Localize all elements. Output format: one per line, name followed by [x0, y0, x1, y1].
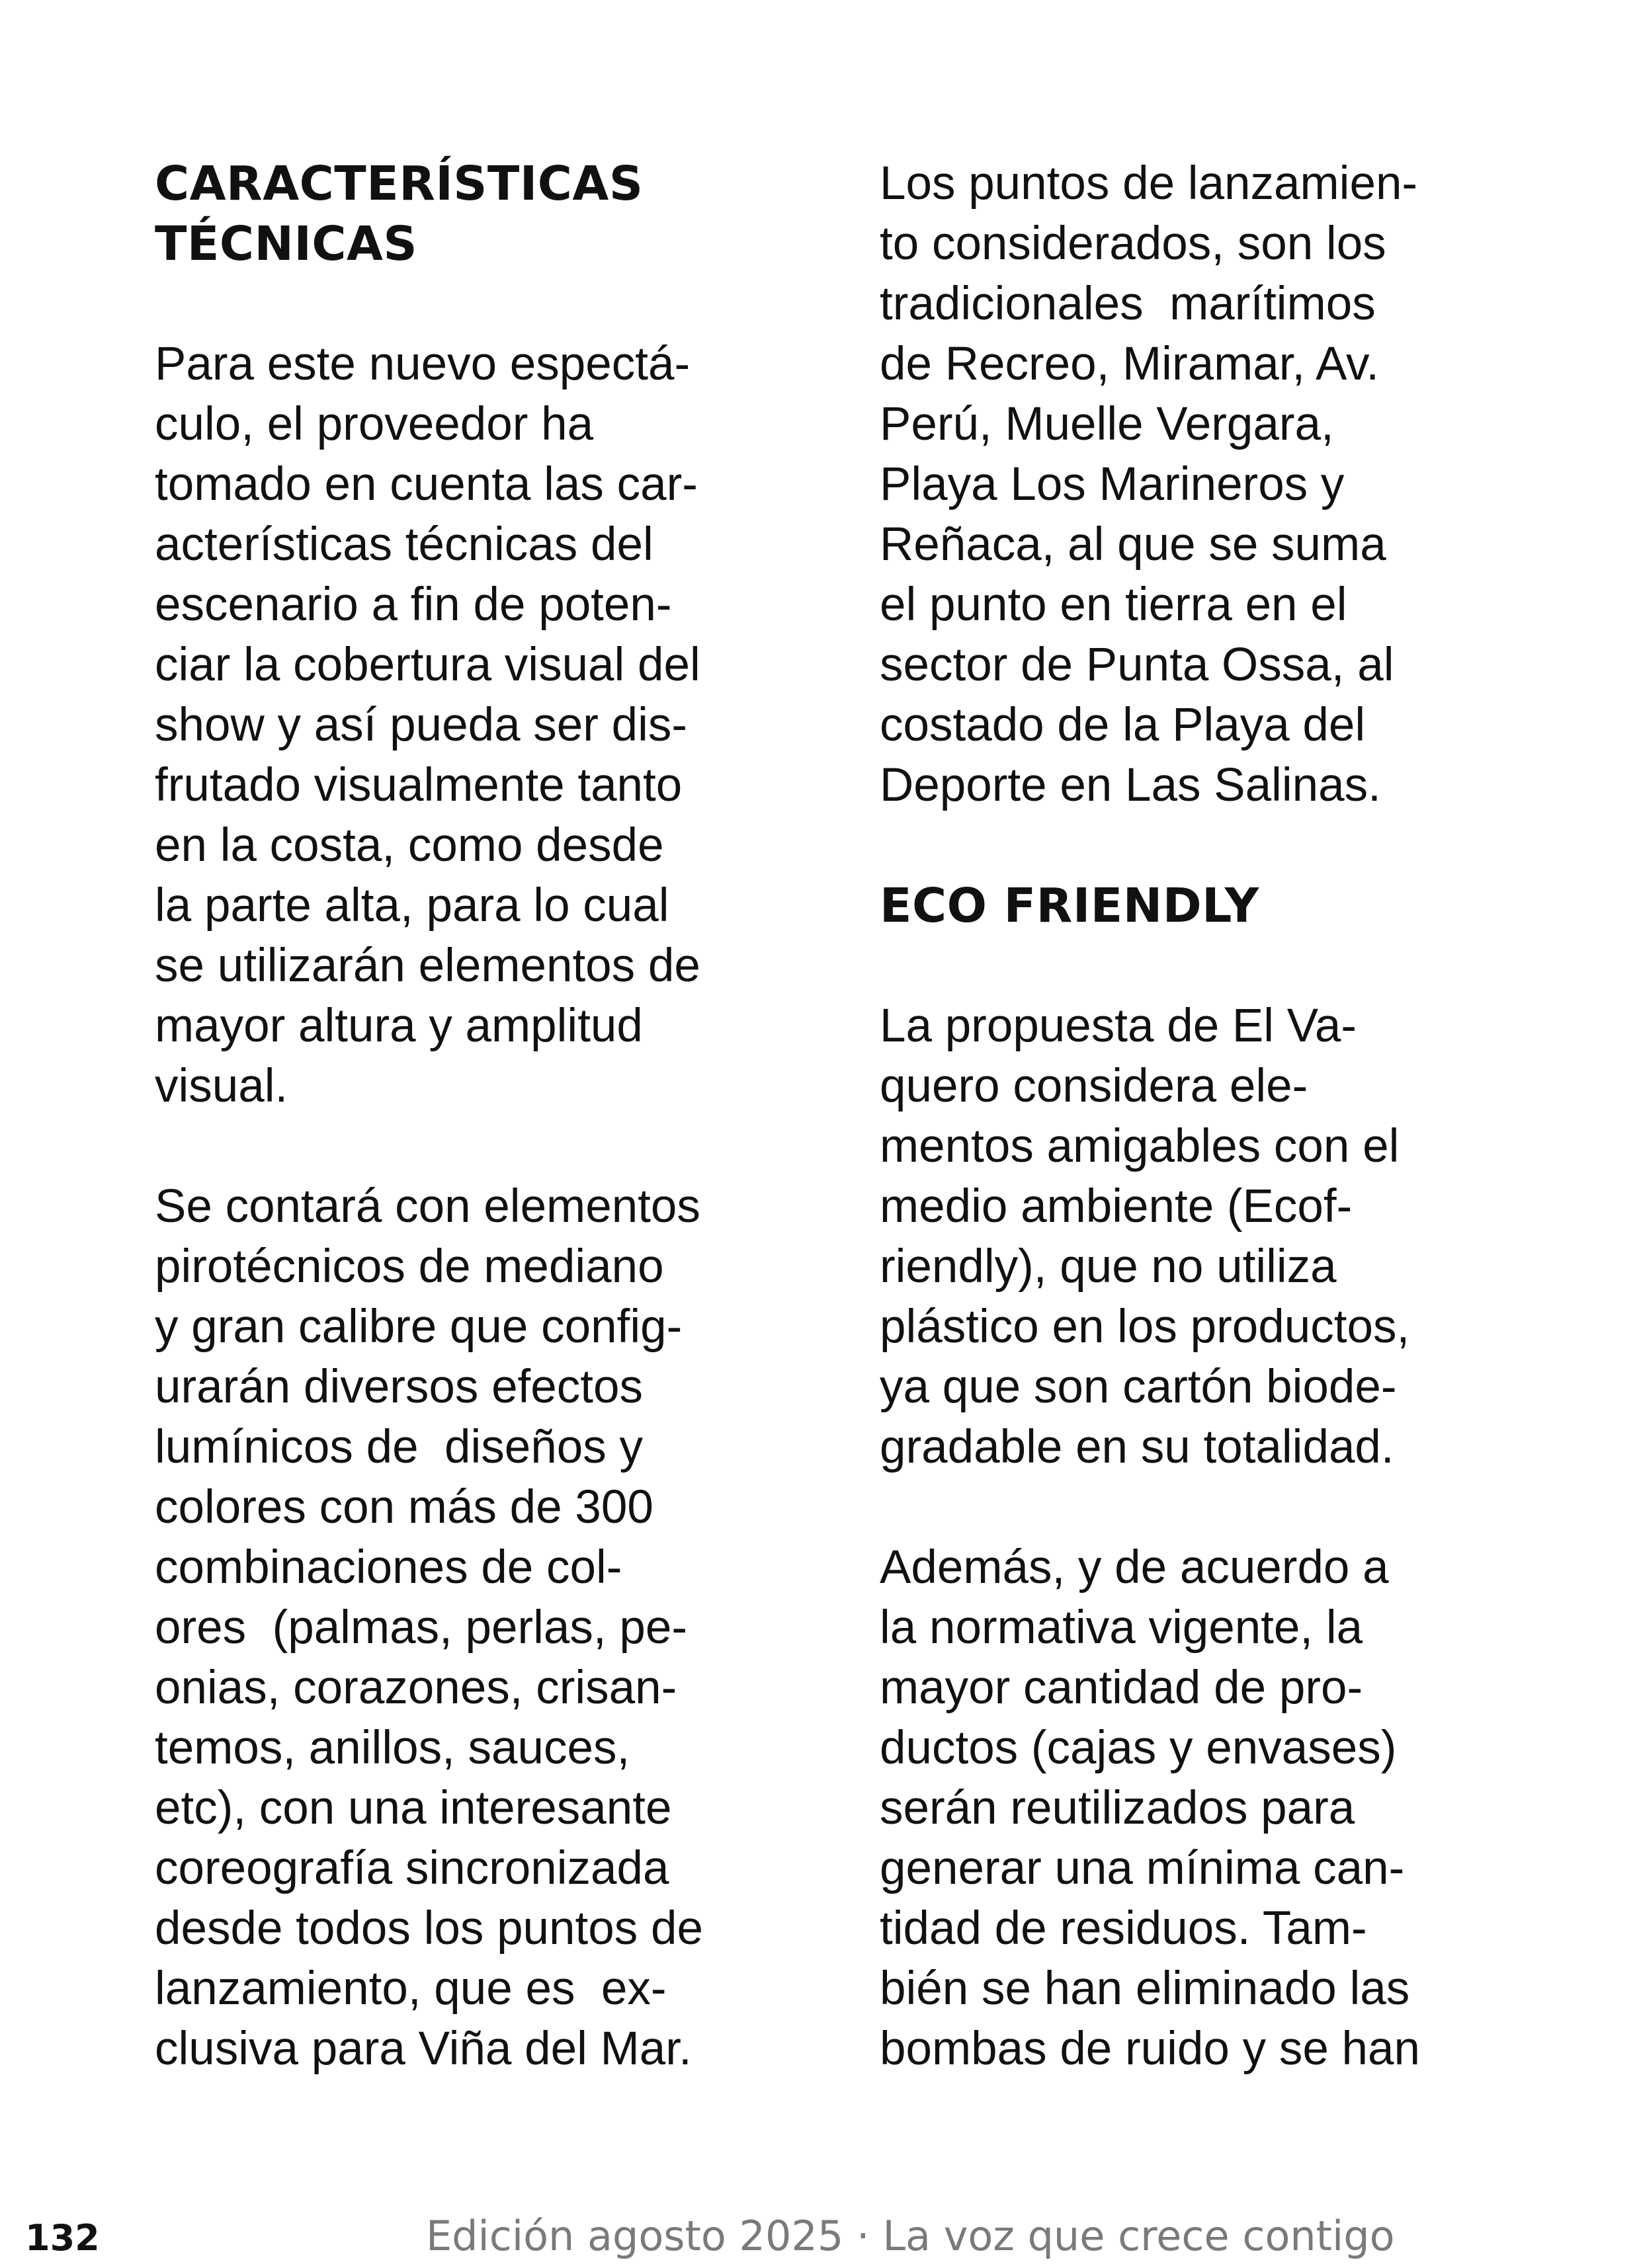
text-line: bombas de ruido y se han: [880, 2023, 1421, 2075]
text-line: La propuesta de El Va-: [880, 1000, 1357, 1052]
text-line: Reñaca, al que se suma: [880, 518, 1386, 571]
text-line: lumínicos de diseños y: [155, 1421, 643, 1473]
text-line: pirotécnicos de mediano: [155, 1240, 664, 1293]
section-heading-eco-friendly: [880, 875, 1515, 936]
paragraph-spacer: [155, 274, 790, 334]
text-line: onias, corazones, crisan-: [155, 1662, 677, 1714]
text-line: en la costa, como desde: [155, 819, 664, 871]
text-line: ores (palmas, perlas, pe-: [155, 1601, 687, 1654]
text-line: mayor altura y amplitud: [155, 1000, 643, 1052]
text-line: ductos (cajas y envases): [880, 1722, 1397, 1774]
text-line: Perú, Muelle Vergara,: [880, 398, 1334, 450]
edition-tagline: Edición agosto 2025 · La voz que crece contigo: [426, 2212, 1395, 2260]
text-line: acterísticas técnicas del: [155, 518, 653, 571]
paragraph-spacer: [880, 815, 1515, 875]
heading-line: TÉCNICAS: [155, 216, 418, 271]
page-number: 132: [25, 2217, 100, 2259]
text-line: etc), con una interesante: [155, 1782, 672, 1834]
text-line: lanzamiento, que es ex-: [155, 1963, 667, 2015]
heading-line: ECO FRIENDLY: [880, 878, 1259, 933]
text-line: to considerados, son los: [880, 218, 1386, 270]
text-line: combinaciones de col-: [155, 1541, 622, 1594]
text-line: medio ambiente (Ecof-: [880, 1180, 1353, 1233]
text-line: desde todos los puntos de: [155, 1902, 703, 1955]
text-line: escenario a fin de poten-: [155, 579, 672, 631]
paragraph-pyrotechnic-elements: [155, 1176, 790, 2079]
section-heading-caracteristicas-tecnicas: [155, 153, 790, 274]
text-line: colores con más de 300: [155, 1481, 653, 1533]
text-line: mentos amigables con el: [880, 1120, 1400, 1172]
left-column: [155, 153, 790, 2079]
text-line: quero considera ele-: [880, 1060, 1308, 1112]
text-line: frutado visualmente tanto: [155, 759, 683, 811]
text-line: ya que son cartón biode-: [880, 1361, 1397, 1413]
text-line: clusiva para Viña del Mar.: [155, 2023, 692, 2075]
paragraph-spacer: [155, 1116, 790, 1176]
heading-line: CARACTERÍSTICAS: [155, 156, 644, 211]
text-line: costado de la Playa del: [880, 699, 1366, 751]
text-line: y gran calibre que config-: [155, 1301, 683, 1353]
text-line: la parte alta, para lo cual: [155, 879, 669, 932]
text-line: tomado en cuenta las car-: [155, 458, 698, 510]
paragraph-waste-reduction: [880, 1537, 1515, 2079]
text-line: Deporte en Las Salinas.: [880, 759, 1381, 811]
text-line: gradable en su totalidad.: [880, 1421, 1394, 1473]
paragraph-spacer: [880, 1477, 1515, 1537]
right-column: [880, 153, 1515, 2079]
text-line: se utilizarán elementos de: [155, 940, 700, 992]
text-line: serán reutilizados para: [880, 1782, 1355, 1834]
text-line: culo, el proveedor ha: [155, 398, 594, 450]
text-line: plástico en los productos,: [880, 1301, 1410, 1353]
paragraph-technical-features: [155, 334, 790, 1116]
text-line: Además, y de acuerdo a: [880, 1541, 1389, 1594]
text-line: coreografía sincronizada: [155, 1842, 669, 1894]
paragraph-eco-proposal: [880, 996, 1515, 1477]
page-footer: [0, 2212, 1639, 2265]
text-line: riendly), que no utiliza: [880, 1240, 1337, 1293]
text-line: visual.: [155, 1060, 288, 1112]
text-line: la normativa vigente, la: [880, 1601, 1363, 1654]
text-line: temos, anillos, sauces,: [155, 1722, 630, 1774]
text-line: bién se han eliminado las: [880, 1963, 1410, 2015]
text-line: tradicionales marítimos: [880, 278, 1376, 330]
paragraph-spacer: [880, 936, 1515, 996]
text-line: de Recreo, Miramar, Av.: [880, 338, 1379, 390]
text-line: generar una mínima can-: [880, 1842, 1405, 1894]
text-line: sector de Punta Ossa, al: [880, 639, 1394, 691]
text-line: Se contará con elementos: [155, 1180, 700, 1233]
text-line: Los puntos de lanzamien-: [880, 157, 1418, 210]
text-line: mayor cantidad de pro-: [880, 1662, 1363, 1714]
text-line: Playa Los Marineros y: [880, 458, 1345, 510]
text-line: urarán diversos efectos: [155, 1361, 643, 1413]
text-line: ciar la cobertura visual del: [155, 639, 700, 691]
text-line: el punto en tierra en el: [880, 579, 1347, 631]
text-line: show y así pueda ser dis-: [155, 699, 688, 751]
text-line: tidad de residuos. Tam-: [880, 1902, 1367, 1955]
paragraph-launch-points: [880, 153, 1515, 815]
text-line: Para este nuevo espectá-: [155, 338, 691, 390]
